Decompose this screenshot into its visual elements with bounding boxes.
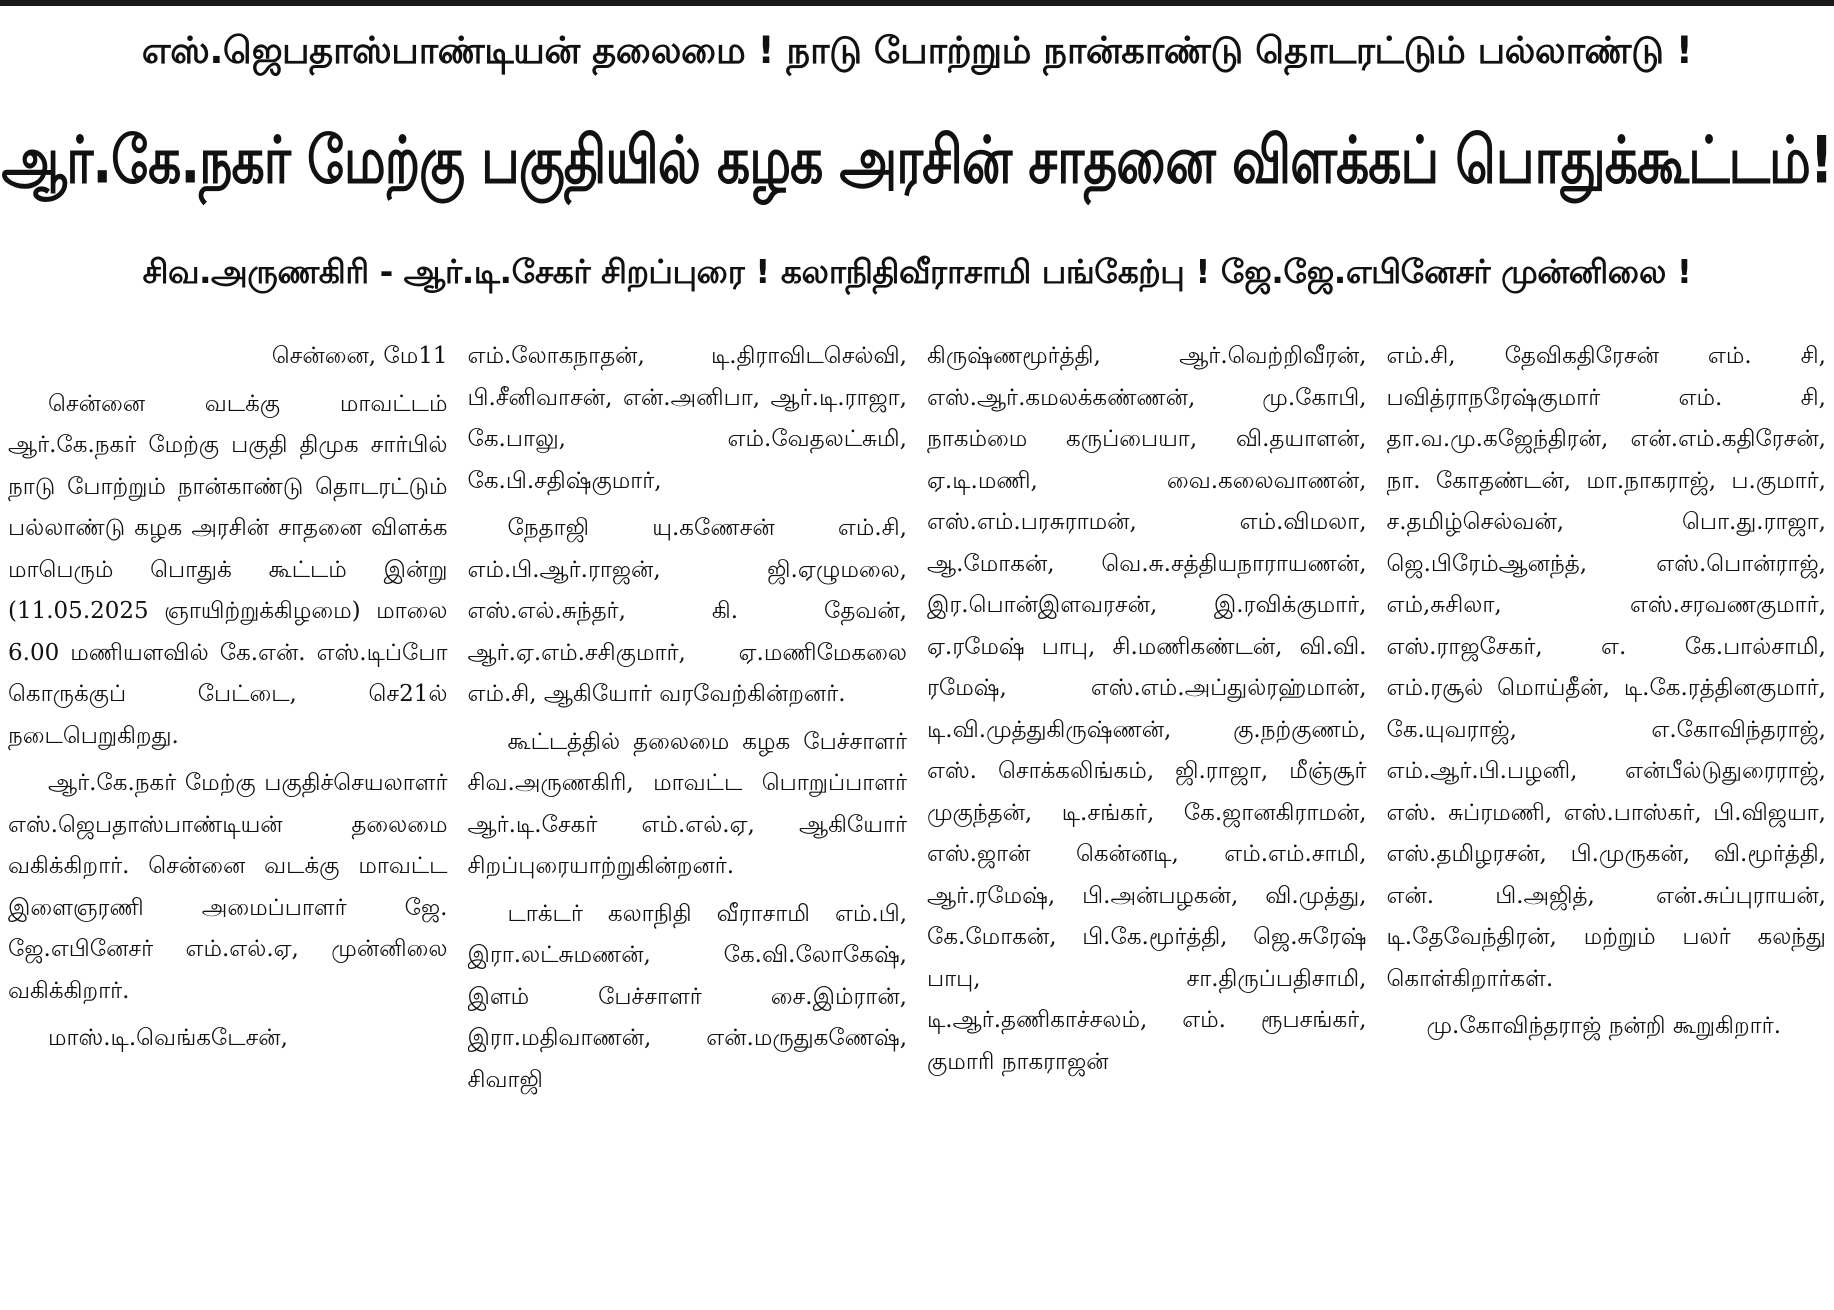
paragraph: சென்னை வடக்கு மாவட்டம் ஆர்.கே.நகர் மேற்கு பகுதி திமுக சார்பில் நாடு போற்றும் நான்காண்டு தொடரட்டும் பல்லாண்டு கழக அரசின் சாதனை விளக்க மாபெரும் பொதுக் கூட்டம் இன்று (11.05.2025 ஞாயிற்றுக்கிழமை) மாலை 6.00 மணியளவில் கே.என். எஸ்.டிப்போ கொருக்குப் பேட்டை, செ21ல் நடைபெறுகிறது. — [8, 390, 448, 749]
paragraph: நேதாஜி யு.கணேசன் எம்.சி, எம்.பி.ஆர்.ராஜன், ஜி.ஏழுமலை, எஸ்.எல்.சுந்தர், கி. தேவன், ஆர்.ஏ.எம்.சசிகுமார், ஏ.மணிமேகலை எம்.சி, ஆகியோர் வரவேற்கின்றனர். — [467, 515, 907, 707]
headline: ஆர்.கே.நகர் மேற்கு பகுதியில் கழக அரசின் சாதனை விளக்கப் பொதுக்கூட்டம்! — [1, 123, 1833, 199]
top-border-rule — [0, 0, 1834, 6]
article-column-4 — [1387, 336, 1827, 1304]
paragraph: எம்.லோகநாதன், டி.திராவிடசெல்வி, பி.சீனிவாசன், என்.அனிபா, ஆர்.டி.ராஜா, கே.பாலு, எம்.வேதலட்சுமி, கே.பி.சதிஷ்குமார், — [467, 343, 907, 494]
article-column-3 — [927, 336, 1367, 1304]
paragraph: டாக்டர் கலாநிதி வீராசாமி எம்.பி, இரா.லட்சுமணன், கே.வி.லோகேஷ், இளம் பேச்சாளர் சை.இம்ரான், இரா.மதிவாணன், என்.மருதுகணேஷ், சிவாஜி — [467, 900, 907, 1093]
article-column-1 — [8, 336, 448, 1304]
dateline: சென்னை, மே11 — [271, 343, 448, 369]
paragraph: எம்.சி, தேவிகதிரேசன் எம். சி, பவித்ராநரேஷ்குமார் எம். சி, தா.வ.மு.கஜேந்திரன், என்.எம்.கதிரேசன், நா. கோதண்டன், மா.நாகராஜ், ப.குமார், ச.தமிழ்செல்வன், பொ.து.ராஜா, ஜெ.பிரேம்ஆனந்த், எஸ்.பொன்ராஜ், எம்,சுசிலா, எஸ்.சரவணகுமார், எஸ்.ராஜசேகர், எ. கே.பால்சாமி, எம்.ரசூல் மொய்தீன், டி.கே.ரத்தினகுமார், கே.யுவராஜ், எ.கோவிந்தராஜ், எம்.ஆர்.பி.பழனி, என்பீல்டுதுரைராஜ், எஸ். சுப்ரமணி, எஸ்.பாஸ்கர், பி.விஜயா, எஸ்.தமிழரசன், பி.முருகன், வி.மூர்த்தி, என். பி.அஜித், என்.சுப்புராயன், டி.தேவேந்திரன், மற்றும் பலர் கலந்து கொள்கிறார்கள். — [1386, 343, 1826, 992]
paragraph: மு.கோவிந்தராஜ் நன்றி கூறுகிறார். — [1426, 1013, 1782, 1039]
paragraph: கிருஷ்ணமூர்த்தி, ஆர்.வெற்றிவீரன், எஸ்.ஆர்.கமலக்கண்ணன், மு.கோபி, நாகம்மை கருப்பையா, வி.தயாளன், ஏ.டி.மணி, வை.கலைவாணன், எஸ்.எம்.பரசுராமன், எம்.விமலா, ஆ.மோகன், வெ.சு.சத்தியநாராயணன், இர.பொன்இளவரசன், இ.ரவிக்குமார், ஏ.ரமேஷ் பாபு, சி.மணிகண்டன், வி.வி. ரமேஷ், எஸ்.எம்.அப்துல்ரஹ்மான், டி.வி.முத்துகிருஷ்ணன், கு.நற்குணம், எஸ். சொக்கலிங்கம், ஜி.ராஜா, மீஞ்சூர் முகுந்தன், டி.சங்கர், கே.ஜானகிராமன், எஸ்.ஜான் கென்னடி, எம்.எம்.சாமி, ஆர்.ரமேஷ், பி.அன்பழகன், வி.முத்து, கே.மோகன், பி.கே.மூர்த்தி, ஜெ.சுரேஷ் பாபு, சா.திருப்பதிசாமி, டி.ஆர்.தணிகாச்சலம், எம். ரூபசங்கர், குமாரி நாகராஜன் — [927, 343, 1367, 1075]
paragraph: கூட்டத்தில் தலைமை கழக பேச்சாளர் சிவ.அருணகிரி, மாவட்ட பொறுப்பாளர் ஆர்.டி.சேகர் எம்.எல்.ஏ, ஆகியோர் சிறப்புரையாற்றுகின்றனர். — [467, 728, 907, 879]
kicker-line: எஸ்.ஜெபதாஸ்பாண்டியன் தலைமை ! நாடு போற்றும் நான்காண்டு தொடரட்டும் பல்லாண்டு ! — [141, 29, 1693, 72]
article-body — [8, 336, 1826, 1304]
paragraph: ஆர்.கே.நகர் மேற்கு பகுதிச்செயலாளர் எஸ்.ஜெபதாஸ்பாண்டியன் தலைமை வகிக்கிறார். சென்னை வடக்கு மாவட்ட இளைஞரணி அமைப்பாளர் ஜே. ஜே.எபினேசர் எம்.எல்.ஏ, முன்னிலை வகிக்கிறார். — [8, 770, 448, 1004]
article-column-2 — [468, 336, 908, 1304]
subheadline: சிவ.அருணகிரி - ஆர்.டி.சேகர் சிறப்புரை ! கலாநிதிவீராசாமி பங்கேற்பு ! ஜே.ஜே.எபினேசர் முன்னிலை ! — [142, 252, 1692, 291]
paragraph: மாஸ்.டி.வெங்கடேசன், — [48, 1025, 288, 1051]
